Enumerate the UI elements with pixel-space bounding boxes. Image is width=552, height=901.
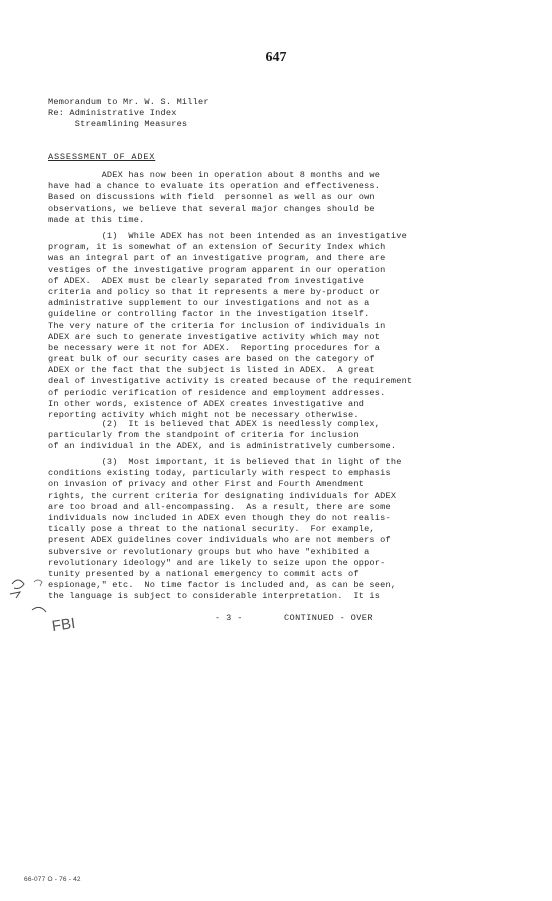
- print-code: 66-077 O - 76 - 42: [24, 876, 81, 883]
- text-line: In other words, existence of ADEX creates investigative and: [48, 398, 365, 409]
- text-line: individuals now included in ADEX even though they do not realis-: [48, 512, 391, 523]
- text-line: program, it is somewhat of an extension of Security Index which: [48, 242, 386, 253]
- text-line: subversive or revolutionary groups but who have "exhibited a: [48, 546, 370, 557]
- text-line: be necessary were it not for ADEX. Reporting procedures for a: [48, 342, 381, 353]
- text-line: vestiges of the investigative program apparent in our operation: [48, 264, 386, 275]
- text-line: espionage," etc. No time factor is included and, as can be seen,: [48, 580, 397, 591]
- text-line: deal of investigative activity is created because of the requirement: [48, 376, 413, 387]
- text-line: guideline or controlling factor in the investigation itself.: [48, 309, 370, 320]
- text-line: tunity presented by a national emergency to commit acts of: [48, 568, 359, 579]
- text-line: particularly from the standpoint of criteria for inclusion: [48, 430, 359, 441]
- text-line: The very nature of the criteria for inclusion of individuals in: [48, 320, 386, 331]
- page-number: 647: [265, 50, 287, 65]
- text-line: present ADEX guidelines cover individuals who are not members of: [48, 535, 391, 546]
- text-line: are too broad and all-encompassing. As a result, there are some: [48, 501, 391, 512]
- text-line: ADEX are such to generate investigative activity which may not: [48, 331, 381, 342]
- text-line: made at this time.: [48, 214, 145, 225]
- text-line: rights, the current criteria for designating individuals for ADEX: [48, 490, 397, 501]
- paragraph-intro: [48, 170, 518, 226]
- footer-page-number: - 3 -: [215, 613, 243, 623]
- text-line: (1) While ADEX has not been intended as an investigative: [48, 231, 407, 241]
- text-line: Based on discussions with field personnel as well as our own: [48, 192, 375, 203]
- text-line: conditions existing today, particularly with respect to emphasis: [48, 468, 391, 479]
- text-line: reporting activity which might not be necessary otherwise.: [48, 410, 359, 420]
- text-line: was an integral part of an investigative program, and there are: [48, 253, 386, 264]
- text-line: (3) Most important, it is believed that in light of the: [48, 457, 402, 467]
- memo-header: [48, 97, 518, 131]
- text-line: criteria and policy so that it represents a mere by-product or: [48, 286, 381, 297]
- margin-scribble-icon: [4, 572, 94, 652]
- text-line: of ADEX. ADEX must be clearly separated from investigative: [48, 275, 365, 286]
- text-line: have had a chance to evaluate its operation and effectiveness.: [48, 181, 381, 192]
- text-line: of an individual in the ADEX, and is administratively cumbersome.: [48, 441, 397, 452]
- text-line: administrative supplement to our investigations and not as a: [48, 298, 370, 309]
- text-line: (2) It is believed that ADEX is needlessly complex,: [48, 419, 381, 429]
- footer-continued: CONTINUED - OVER: [284, 613, 373, 623]
- memo-re-line: Re: Administrative Index: [48, 108, 177, 119]
- text-line: revolutionary ideology" and are likely to seize upon the oppor-: [48, 557, 386, 568]
- text-line: tically pose a threat to the national security. For example,: [48, 524, 375, 535]
- margin-note-text: FBI: [50, 614, 77, 636]
- text-line: observations, we believe that several major changes should be: [48, 203, 375, 214]
- handwritten-margin-marks: [4, 572, 94, 652]
- memo-to-line: Memorandum to Mr. W. S. Miller: [48, 97, 209, 107]
- text-line: great bulk of our security cases are based on the category of: [48, 354, 375, 365]
- text-line: ADEX has now been in operation about 8 months and we: [48, 170, 381, 180]
- paragraph-1: [48, 231, 518, 421]
- text-line: the language is subject to considerable interpretation. It is: [48, 591, 381, 602]
- memo-subject-line: Streamlining Measures: [48, 119, 188, 130]
- text-line: of periodic verification of residence and employment addresses.: [48, 387, 386, 398]
- text-line: on invasion of privacy and other First and Fourth Amendment: [48, 479, 365, 490]
- paragraph-2: [48, 419, 518, 453]
- section-heading: ASSESSMENT OF ADEX: [48, 152, 156, 162]
- text-line: ADEX or the fact that the subject is listed in ADEX. A great: [48, 365, 375, 376]
- paragraph-3: [48, 457, 518, 602]
